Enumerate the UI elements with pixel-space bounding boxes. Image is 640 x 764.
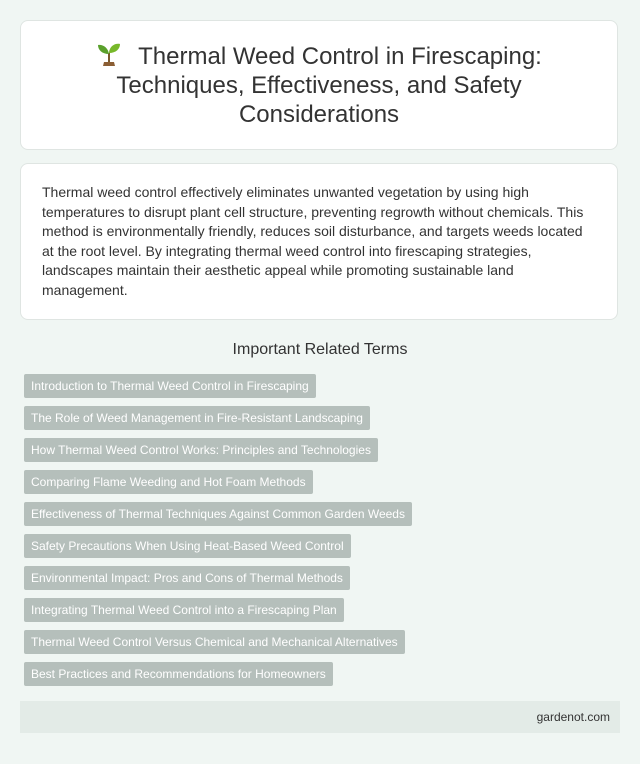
list-item bbox=[24, 406, 412, 430]
list-item bbox=[24, 534, 412, 558]
title-card bbox=[20, 20, 618, 150]
list-item bbox=[24, 630, 412, 654]
list-item bbox=[24, 374, 412, 398]
summary-card bbox=[20, 163, 618, 320]
list-item bbox=[24, 598, 412, 622]
footer bbox=[20, 701, 620, 733]
related-term-link[interactable]: Thermal Weed Control Versus Chemical and Mechanical Alternatives bbox=[24, 630, 405, 654]
list-item bbox=[24, 502, 412, 526]
related-term-link[interactable]: Environmental Impact: Pros and Cons of Thermal Methods bbox=[24, 566, 350, 590]
footer-site-name: gardenot.com bbox=[536, 710, 610, 724]
related-term-link[interactable]: Best Practices and Recommendations for Homeowners bbox=[24, 662, 333, 686]
summary-text: Thermal weed control effectively eliminates unwanted vegetation by using high temperatures to disrupt plant cell structure, preventing regrowth without chemicals. This method is environmentally friendly, reduces soil disturbance, and targets weeds located at the root level. By integrating thermal weed control into firescaping strategies, landscapes maintain their aesthetic appeal while promoting sustainable land management. bbox=[42, 184, 584, 298]
related-term-link[interactable]: Effectiveness of Thermal Techniques Against Common Garden Weeds bbox=[24, 502, 412, 526]
related-term-link[interactable]: Introduction to Thermal Weed Control in Firescaping bbox=[24, 374, 316, 398]
list-item bbox=[24, 438, 412, 462]
related-term-link[interactable]: Safety Precautions When Using Heat-Based Weed Control bbox=[24, 534, 351, 558]
related-term-link[interactable]: How Thermal Weed Control Works: Principles and Technologies bbox=[24, 438, 378, 462]
list-item bbox=[24, 470, 412, 494]
related-term-link[interactable]: Comparing Flame Weeding and Hot Foam Methods bbox=[24, 470, 313, 494]
related-terms-heading: Important Related Terms bbox=[232, 341, 408, 358]
related-term-link[interactable]: Integrating Thermal Weed Control into a Firescaping Plan bbox=[24, 598, 344, 622]
sprout-icon bbox=[96, 41, 122, 67]
related-term-link[interactable]: The Role of Weed Management in Fire-Resistant Landscaping bbox=[24, 406, 370, 430]
list-item bbox=[24, 662, 412, 686]
related-terms-list bbox=[24, 374, 412, 694]
page-title-text: Thermal Weed Control in Firescaping: Techniques, Effectiveness, and Safety Considerations bbox=[116, 43, 542, 128]
page-title bbox=[61, 41, 577, 129]
list-item bbox=[24, 566, 412, 590]
